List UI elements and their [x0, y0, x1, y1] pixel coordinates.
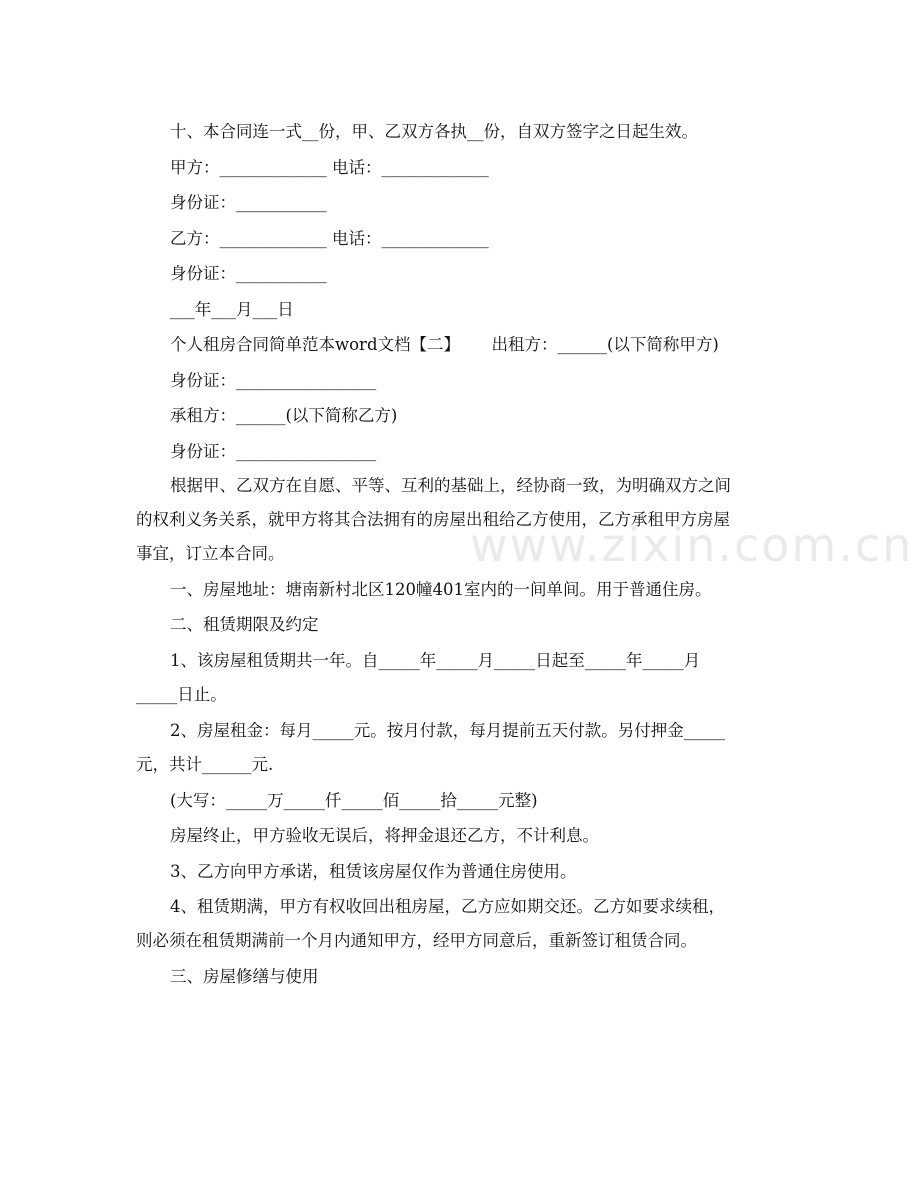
lessor-id-line: 身份证：_________________	[170, 371, 377, 390]
lessee-line: 承租方：______(以下简称乙方)	[170, 406, 398, 425]
term-line-1: 1、该房屋租赁期共一年。自_____年_____月_____日起至_____年_____月	[170, 651, 701, 670]
party-b-line: 乙方：_____________ 电话：_____________	[170, 229, 489, 248]
party-b-id-line: 身份证：___________	[170, 264, 327, 283]
term-line-2: _____日止。	[136, 685, 227, 704]
rent-capital-line: (大写：_____万_____仟_____佰_____拾_____元整)	[170, 791, 538, 810]
preamble-line-1: 根据甲、乙双方在自愿、平等、互利的基础上，经协商一致，为明确双方之间	[170, 476, 731, 495]
watermark: www.zixin.com.cn	[470, 518, 914, 572]
use-promise-line: 3、乙方向甲方承诺，租赁该房屋仅作为普通住房使用。	[170, 862, 577, 881]
clause-10: 十、本合同连一式__份，甲、乙双方各执__份，自双方签字之日起生效。	[170, 122, 698, 141]
deposit-return-line: 房屋终止，甲方验收无误后，将押金退还乙方，不计利息。	[170, 826, 599, 845]
preamble-line-2: 的权利义务关系，就甲方将其合法拥有的房屋出租给乙方使用，乙方承租甲方房屋	[136, 510, 730, 529]
date-line: ___年___月___日	[170, 300, 294, 319]
lessee-id-line: 身份证：_________________	[170, 442, 377, 461]
rent-line-2: 元，共计______元.	[136, 755, 274, 774]
clause-2-heading: 二、租赁期限及约定	[170, 615, 319, 634]
party-a-id-line: 身份证：___________	[170, 193, 327, 212]
clause-3-heading: 三、房屋修缮与使用	[170, 967, 319, 986]
preamble-line-3: 事宜，订立本合同。	[136, 544, 285, 563]
section-title-two: 个人租房合同简单范本word文档【二】 出租方：______(以下简称甲方)	[170, 335, 719, 354]
renewal-line-1: 4、租赁期满，甲方有权收回出租房屋，乙方应如期交还。乙方如要求续租，	[170, 897, 725, 916]
rent-line-1: 2、房屋租金：每月_____元。按月付款，每月提前五天付款。另付押金_____	[170, 721, 725, 740]
party-a-line: 甲方：_____________ 电话：_____________	[170, 158, 489, 177]
clause-1-address: 一、房屋地址：塘南新村北区120幢401室内的一间单间。用于普通住房。	[170, 580, 712, 599]
renewal-line-2: 则必须在租赁期满前一个月内通知甲方，经甲方同意后，重新签订租赁合同。	[136, 931, 697, 950]
